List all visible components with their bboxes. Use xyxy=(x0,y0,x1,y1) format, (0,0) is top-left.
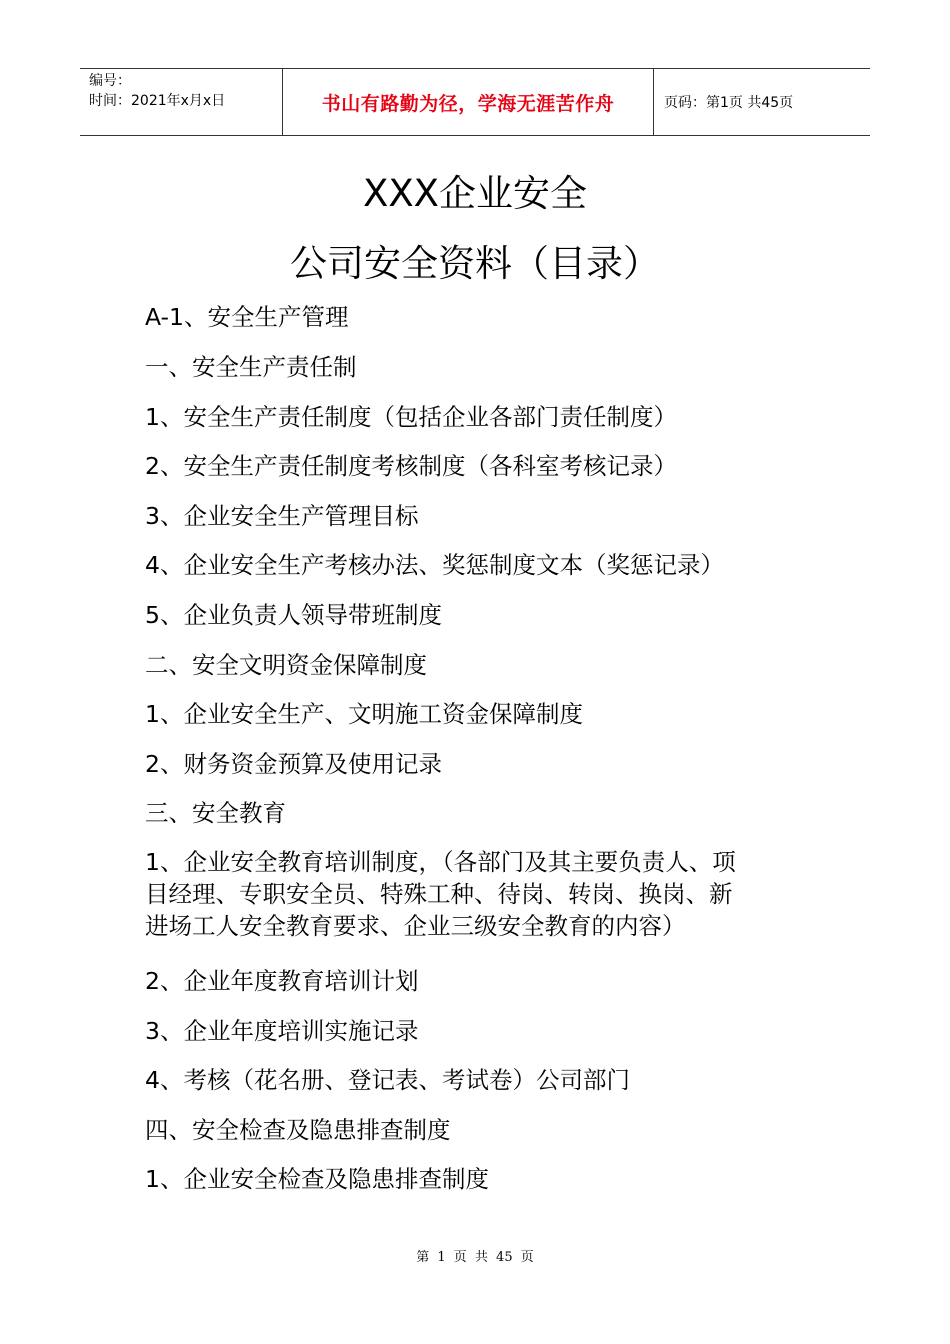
toc-item: 1、企业安全生产、文明施工资金保障制度 xyxy=(145,700,583,728)
toc-item: 一、安全生产责任制 xyxy=(145,353,357,381)
header-motto: 书山有路勤为径，学海无涯苦作舟 xyxy=(321,92,615,115)
header-meta-cell xyxy=(80,69,282,135)
document-date: 时间：2021年x月x日 xyxy=(89,93,226,109)
toc-item: 3、企业年度培训实施记录 xyxy=(145,1017,419,1045)
toc-item: 三、安全教育 xyxy=(145,799,286,827)
toc-item: 1、安全生产责任制度（包括企业各部门责任制度） xyxy=(145,403,677,431)
toc-item-line: 进场工人安全教育要求、企业三级安全教育的内容） xyxy=(145,912,686,940)
document-subtitle: 公司安全资料（目录） xyxy=(290,242,660,285)
toc-item: 2、安全生产责任制度考核制度（各科室考核记录） xyxy=(145,452,677,480)
header-page-info: 页码：第1页 共45页 xyxy=(664,95,794,111)
toc-item: 二、安全文明资金保障制度 xyxy=(145,651,427,679)
toc-item: 四、安全检查及隐患排查制度 xyxy=(145,1116,451,1144)
toc-item: 4、考核（花名册、登记表、考试卷）公司部门 xyxy=(145,1066,630,1094)
header-page-cell xyxy=(654,69,870,135)
toc-item: 5、企业负责人领导带班制度 xyxy=(145,601,442,629)
header-motto-cell xyxy=(282,69,654,135)
document-title: XXX企业安全 xyxy=(362,172,588,215)
page-footer: 第 1 页 共 45 页 xyxy=(416,1250,534,1265)
toc-item: 2、企业年度教育培训计划 xyxy=(145,967,419,995)
toc-item: 2、财务资金预算及使用记录 xyxy=(145,750,442,778)
header-table xyxy=(80,68,870,136)
toc-item-line: 目经理、专职安全员、特殊工种、待岗、转岗、换岗、新 xyxy=(145,880,733,908)
toc-item: 1、企业安全检查及隐患排查制度 xyxy=(145,1165,489,1193)
toc-item-line: 1、企业安全教育培训制度，（各部门及其主要负责人、项 xyxy=(145,848,736,876)
toc-item: 3、企业安全生产管理目标 xyxy=(145,502,419,530)
document-number-label: 编号： xyxy=(89,73,131,89)
toc-item: 4、企业安全生产考核办法、奖惩制度文本（奖惩记录） xyxy=(145,551,724,579)
toc-item: A-1、安全生产管理 xyxy=(145,303,349,331)
toc-item-multiline xyxy=(145,846,825,942)
